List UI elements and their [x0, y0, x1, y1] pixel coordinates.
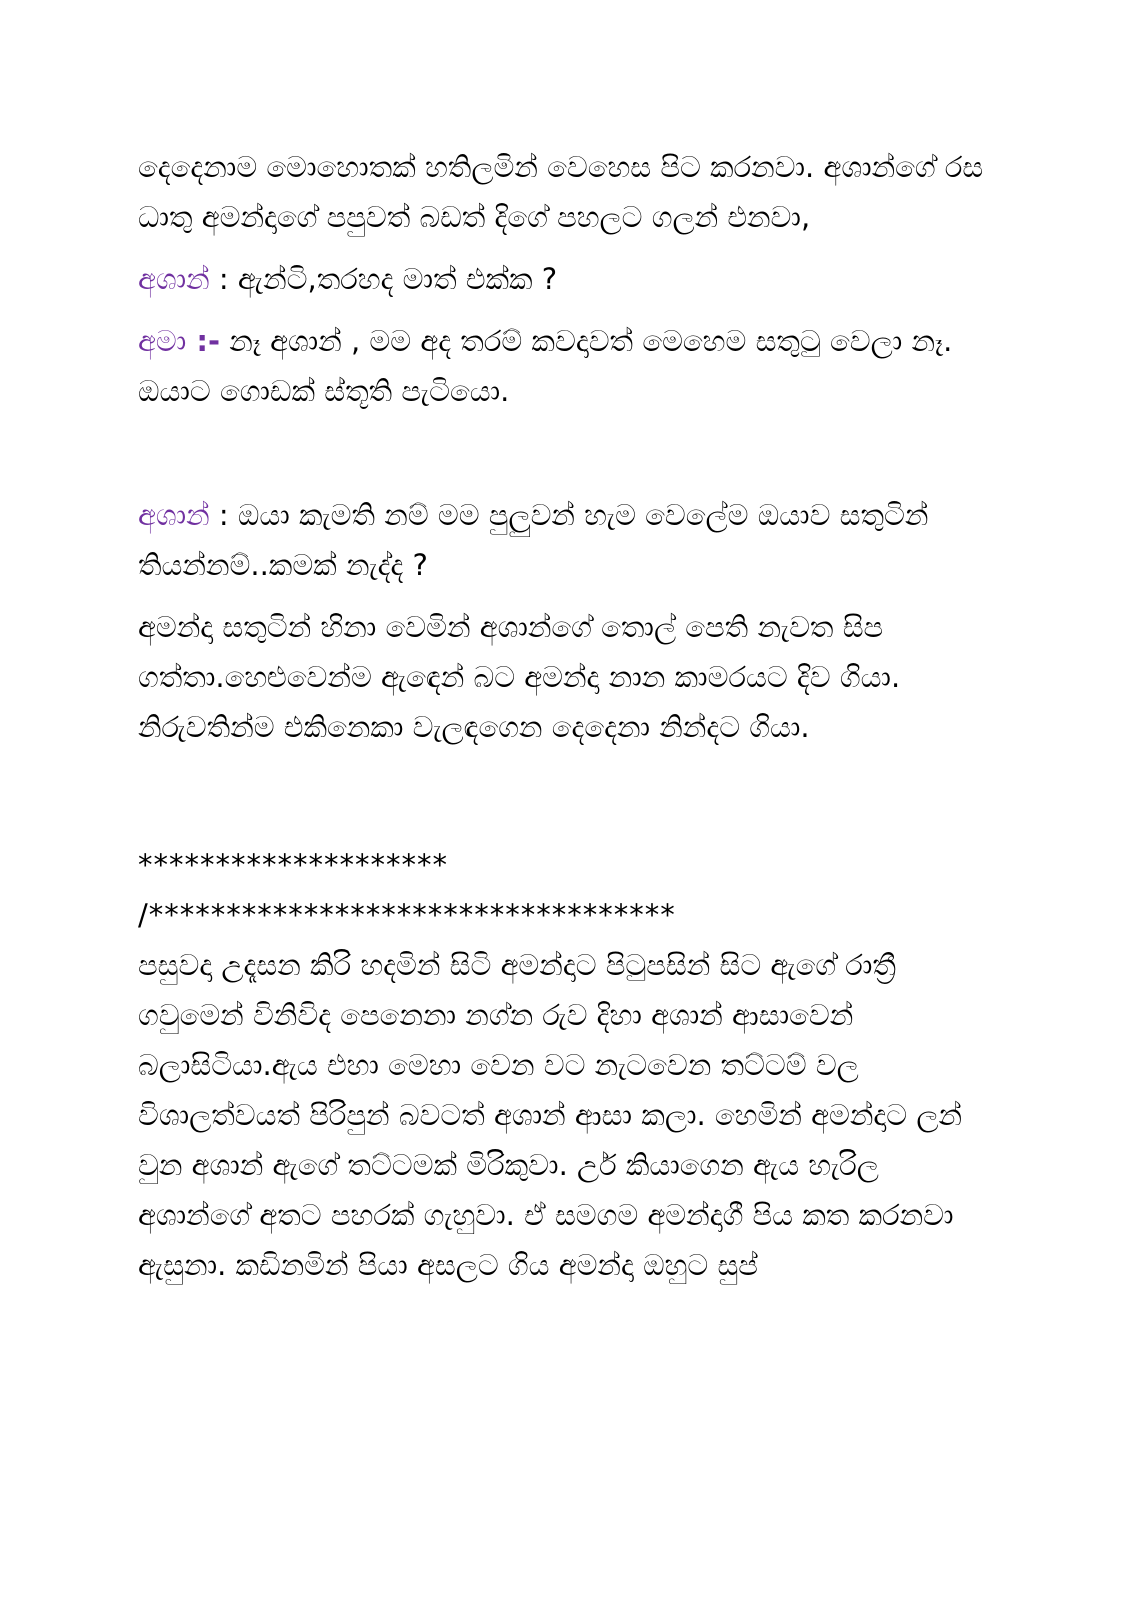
dialogue-text: : ඔයා කැමති නම් මම පුලුවන් හැම වෙලේම ඔයාව සතුටින් තියන්නම්..කමක් නැද්ද ? [138, 498, 929, 582]
dialogue-ama [138, 316, 998, 416]
paragraph-amanda: අමන්දා සතුටින් හිනා වෙමින් අශාන්ගේ තොල් පෙති නැවත සිප ගත්තා.හෙළුවෙන්ම ඇඳෙන් බට අමන්දා නාන කාමරයට දිව ගියා. නිරුවතින්ම එකිනෙකා වැලඳගෙන දෙදෙනා නින්දට ගියා. [138, 610, 901, 744]
dialogue-text: : ඇන්ටි,තරහද මාත් එක්ක ? [209, 262, 558, 296]
document-page [138, 142, 998, 1302]
paragraph-morning: පසුවදා උදෑසන කිරි හදමින් සිටි අමන්දාට පිටුපසින් සිට ඇගේ රාත්‍රී ගවුමෙන් විනිවිද පෙනෙනා නග්න රුව දිහා අශාන් ආසාවෙන් බලාසිටියා.ඇය එහා මෙහා වෙන වට නැටවෙන තට්ටම් වල විශාලත්වයත් පිරිපුන් බවටත් අශාන් ආසා කලා. හෙමින් අමන්දාට ලන් වුන අශාන් ඇගේ තට්ටමක් මිරිකුවා. උර් කියාගෙන ඇය හැරිල අශාන්ගේ අතට පහරක් ගැහුවා. ඒ සමගම අමන්දාගී පිය කත කරනවා ඇසුනා. කඩිනමින් පියා අසලට ගිය අමන්දා ඔහුට සුප් [138, 948, 963, 1282]
speaker-ama: අමා [138, 324, 187, 358]
paragraph-opening: දෙදෙනාම මොහොතක් හතිලමින් වෙහෙස පිට කරනවා. අශාන්ගේ රස ධාතු අමන්දාගේ පපුවත් බඩත් දිගේ පහලට ගලන් එනවා, [138, 150, 984, 234]
spacer [138, 428, 998, 490]
dialogue-ashan-2 [138, 490, 998, 590]
separator-line-1: ******************** [138, 848, 448, 882]
dialogue-ashan-1 [138, 254, 998, 304]
speaker-colon: :- [186, 324, 220, 358]
speaker-ashan: අශාන් [138, 498, 210, 532]
speaker-ashan: අශාන් [138, 262, 210, 296]
dialogue-text: නෑ අශාන් , මම අද තරම් කවදාවත් මෙහෙම සතුටු වෙලා නෑ. ඔයාට ගොඩක් ස්තූති පැටියො. [138, 324, 953, 408]
spacer [138, 764, 998, 840]
separator-line-2: /********************************** [138, 898, 676, 932]
